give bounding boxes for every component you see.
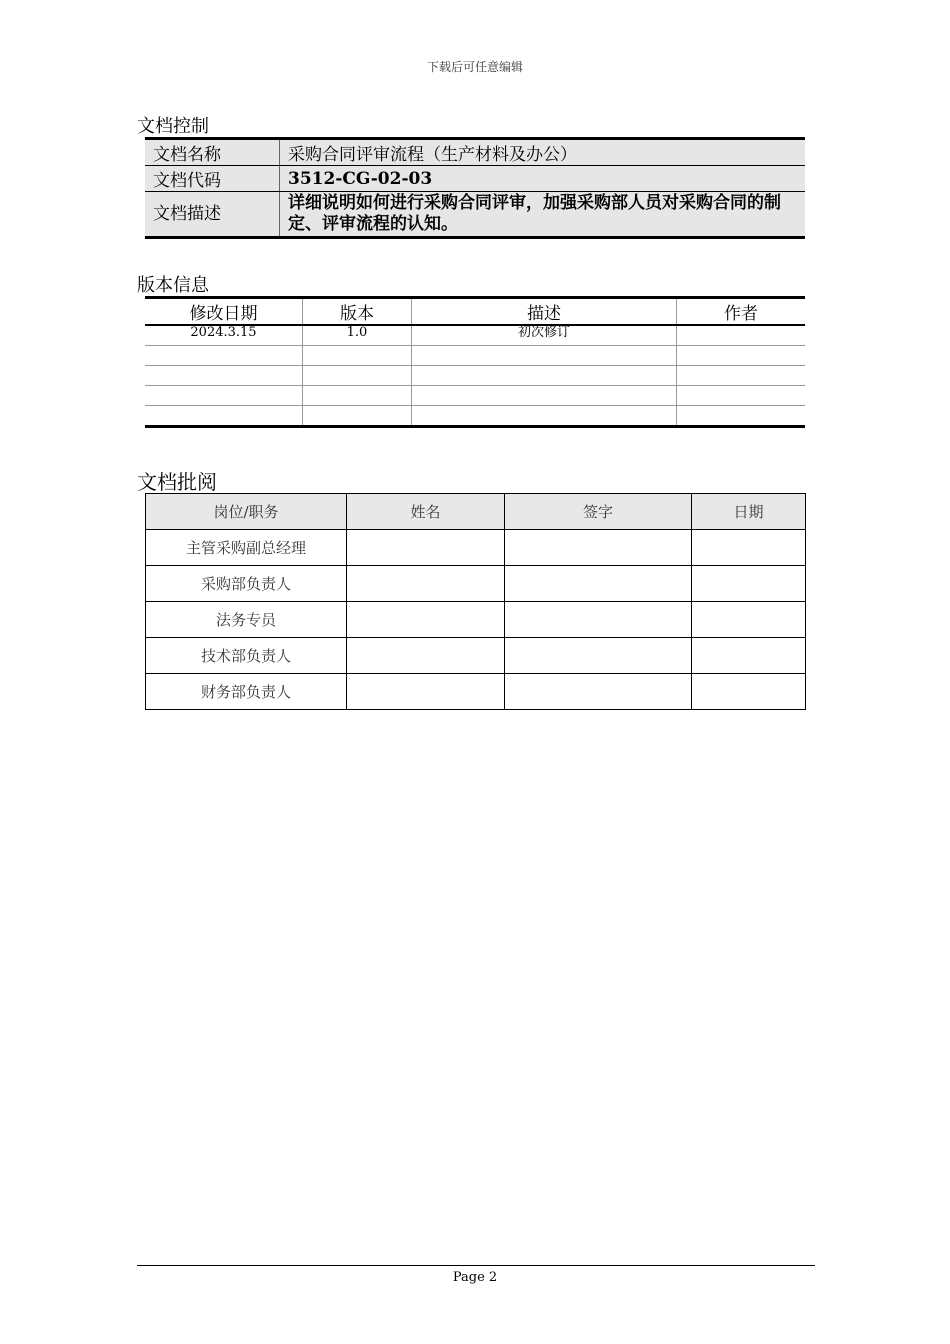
- table-row: [145, 406, 805, 427]
- col-header-date: 修改日期: [145, 298, 303, 326]
- cell-date: [145, 346, 303, 366]
- cell-version: [303, 346, 412, 366]
- table-row: [145, 166, 805, 192]
- cell-author: [677, 366, 806, 386]
- cell-name[interactable]: [347, 566, 505, 602]
- footer-divider: [137, 1265, 815, 1266]
- cell-name[interactable]: [347, 674, 505, 710]
- cell-description: 初次修订: [412, 325, 677, 346]
- doc-name-label: 文档名称: [145, 139, 280, 166]
- cell-date: [145, 386, 303, 406]
- cell-description: [412, 386, 677, 406]
- cell-author: [677, 406, 806, 427]
- doc-name-value: 采购合同评审流程（生产材料及办公）: [280, 139, 806, 166]
- col-header-signature: 签字: [505, 494, 692, 530]
- doc-control-table: [145, 137, 805, 239]
- doc-control-title: 文档控制: [137, 116, 209, 137]
- doc-desc-label: 文档描述: [145, 192, 280, 238]
- cell-signature[interactable]: [505, 602, 692, 638]
- table-row: [145, 386, 805, 406]
- table-row: [146, 638, 806, 674]
- cell-version: [303, 366, 412, 386]
- doc-desc-value: 详细说明如何进行采购合同评审，加强采购部人员对采购合同的制定、评审流程的认知。: [280, 192, 806, 238]
- cell-version: [303, 406, 412, 427]
- cell-date[interactable]: [692, 566, 806, 602]
- cell-date[interactable]: [692, 602, 806, 638]
- approval-title: 文档批阅: [137, 470, 217, 494]
- table-row: [145, 325, 805, 346]
- cell-description: [412, 366, 677, 386]
- cell-name[interactable]: [347, 602, 505, 638]
- cell-name[interactable]: [347, 530, 505, 566]
- col-header-name: 姓名: [347, 494, 505, 530]
- cell-position: 法务专员: [146, 602, 347, 638]
- cell-date[interactable]: [692, 530, 806, 566]
- table-row: [145, 139, 805, 166]
- cell-date: 2024.3.15: [190, 325, 257, 340]
- cell-description: [412, 406, 677, 427]
- cell-signature[interactable]: [505, 674, 692, 710]
- table-header-row: [145, 298, 805, 326]
- table-row: [145, 346, 805, 366]
- doc-code-value: 3512-CG-02-03: [280, 166, 806, 192]
- cell-author: [677, 346, 806, 366]
- col-header-version: 版本: [303, 298, 412, 326]
- cell-position: 主管采购副总经理: [146, 530, 347, 566]
- table-row: [146, 530, 806, 566]
- header-note: 下载后可任意编辑: [426, 60, 523, 74]
- col-header-author: 作者: [677, 298, 806, 326]
- cell-date[interactable]: [692, 638, 806, 674]
- cell-signature[interactable]: [505, 638, 692, 674]
- version-info-title: 版本信息: [137, 275, 209, 296]
- cell-author: [677, 386, 806, 406]
- cell-date: [145, 366, 303, 386]
- col-header-description: 描述: [412, 298, 677, 326]
- cell-version: 1.0: [303, 325, 412, 346]
- cell-date: [145, 406, 303, 427]
- table-row: [146, 602, 806, 638]
- approval-table: [145, 493, 806, 710]
- cell-position: 财务部负责人: [146, 674, 347, 710]
- cell-description: [412, 346, 677, 366]
- cell-signature[interactable]: [505, 566, 692, 602]
- table-row: [146, 674, 806, 710]
- table-row: [145, 192, 805, 238]
- cell-position: 技术部负责人: [146, 638, 347, 674]
- col-header-date: 日期: [692, 494, 806, 530]
- version-table: [145, 296, 805, 428]
- cell-signature[interactable]: [505, 530, 692, 566]
- page-number: Page 2: [452, 1270, 498, 1285]
- cell-date[interactable]: [692, 674, 806, 710]
- col-header-position: 岗位/职务: [146, 494, 347, 530]
- cell-name[interactable]: [347, 638, 505, 674]
- table-row: [145, 366, 805, 386]
- cell-author: [677, 325, 806, 346]
- table-row: [146, 566, 806, 602]
- cell-position: 采购部负责人: [146, 566, 347, 602]
- doc-code-label: 文档代码: [145, 166, 280, 192]
- table-header-row: [146, 494, 806, 530]
- cell-version: [303, 386, 412, 406]
